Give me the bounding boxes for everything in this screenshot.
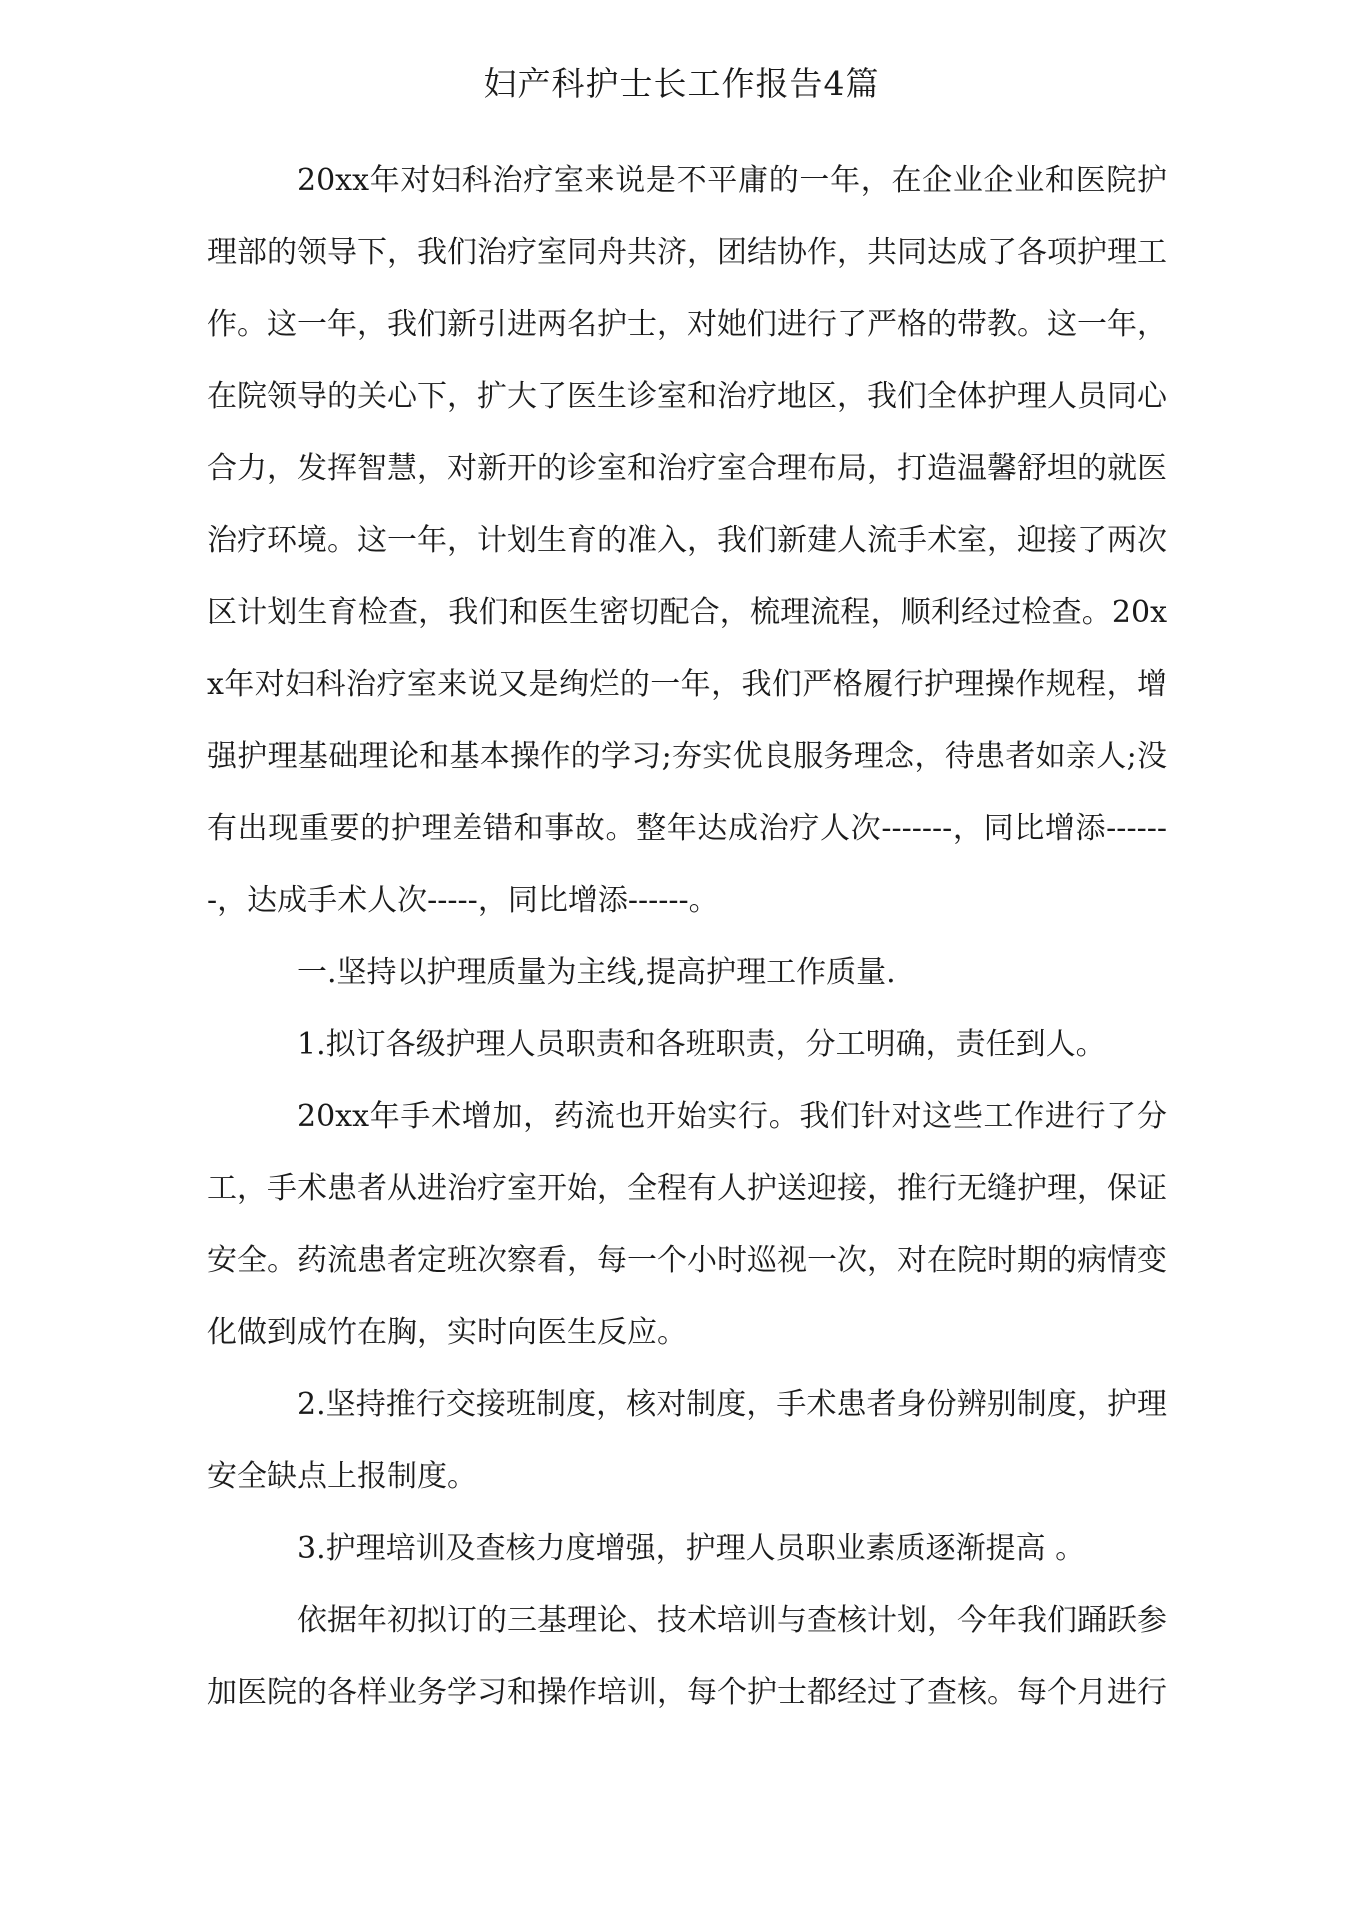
document-body xyxy=(207,145,1167,1729)
paragraph-item-2: 2.坚持推行交接班制度，核对制度，手术患者身份辨别制度，护理安全缺点上报制度。 xyxy=(207,1387,1167,1494)
paragraph-surgery-workflow: 20xx年手术增加，药流也开始实行。我们针对这些工作进行了分工，手术患者从进治疗室开始，全程有人护送迎接，推行无缝护理，保证安全。药流患者定班次察看，每一个小时巡视一次，对在院时期的病情变化做到成竹在胸，实时向医生反应。 xyxy=(207,1099,1167,1350)
paragraph-annual-summary: 20xx年对妇科治疗室来说是不平庸的一年，在企业企业和医院护理部的领导下，我们治疗室同舟共济，团结协作，共同达成了各项护理工作。这一年，我们新引进两名护士，对她们进行了严格的带教。这一年，在院领导的关心下，扩大了医生诊室和治疗地区，我们全体护理人员同心合力，发挥智慧，对新开的诊室和治疗室合理布局，打造温馨舒坦的就医治疗环境。这一年，计划生育的准入，我们新建人流手术室，迎接了两次区计划生育检查，我们和医生密切配合，梳理流程，顺利经过检查。20xx年对妇科治疗室来说又是绚烂的一年，我们严格履行护理操作规程，增强护理基础理论和基本操作的学习;夯实优良服务理念，待患者如亲人;没有出现重要的护理差错和事故。整年达成治疗人次-------，同比增添-------，达成手术人次-----，同比增添------。 xyxy=(207,163,1167,918)
paragraph-training-plan: 依据年初拟订的三基理论、技术培训与查核计划，今年我们踊跃参加医院的各样业务学习和操作培训，每个护士都经过了查核。每个月进行 xyxy=(207,1603,1167,1710)
paragraph-item-1: 1.拟订各级护理人员职责和各班职责，分工明确，责任到人。 xyxy=(297,1027,1106,1062)
paragraph-section-heading-1: 一.坚持以护理质量为主线,提高护理工作质量. xyxy=(297,955,896,990)
paragraph-item-3: 3.护理培训及查核力度增强，护理人员职业素质逐渐提高 。 xyxy=(297,1531,1086,1566)
document-title: 妇产科护士长工作报告4篇 xyxy=(483,64,880,103)
